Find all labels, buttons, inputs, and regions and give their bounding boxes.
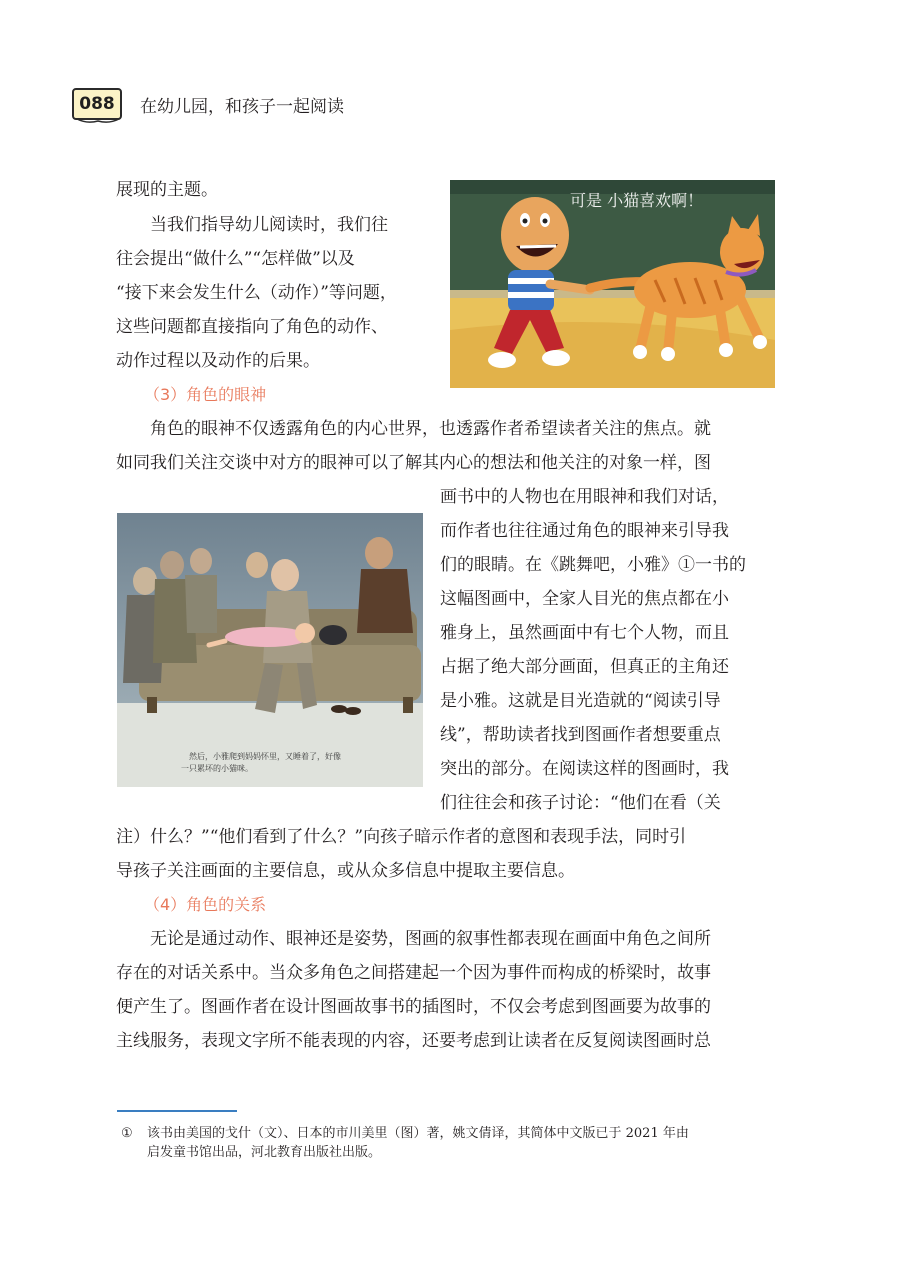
text-line: 画书中的人物也在用眼神和我们对话，	[440, 487, 729, 507]
text-line: 无论是通过动作、眼神还是姿势，图画的叙事性都表现在画面中角色之间所	[150, 929, 711, 949]
family-sofa-picture	[117, 513, 423, 787]
illustration-boy-and-cat	[450, 180, 775, 388]
section-heading-eyes: （3）角色的眼神	[144, 385, 267, 404]
text-line: 线”，帮助读者找到图画作者想要重点	[440, 725, 721, 745]
running-header	[72, 88, 344, 120]
text-line: 占据了绝大部分画面，但真正的主角还	[440, 657, 729, 677]
text-line: “接下来会发生什么（动作）”等问题，	[116, 283, 397, 303]
text-line: 角色的眼神不仅透露角色的内心世界，也透露作者希望读者关注的焦点。就	[150, 419, 711, 439]
open-book-icon	[76, 118, 120, 124]
text-line: 导孩子关注画面的主要信息，或从众多信息中提取主要信息。	[116, 861, 575, 881]
text-line: 注）什么？”“他们看到了什么？”向孩子暗示作者的意图和表现手法，同时引	[116, 827, 687, 847]
text-line: 动作过程以及动作的后果。	[116, 351, 320, 371]
text-line: 如同我们关注交谈中对方的眼神可以了解其内心的想法和他关注的对象一样，图	[116, 453, 711, 473]
text-line: 这些问题都直接指向了角色的动作、	[116, 317, 388, 337]
text-line: 们往往会和孩子讨论：“他们在看（关	[440, 793, 721, 813]
page-number-badge	[72, 88, 122, 120]
text-line: 们的眼睛。在《跳舞吧，小雅》①一书的	[440, 555, 746, 575]
family-caption-line1: 然后，小雅爬到妈妈怀里，又睡着了，好像	[189, 752, 341, 761]
footnote	[121, 1124, 787, 1162]
family-caption-line2: 一只累坏的小猫咪。	[181, 764, 253, 773]
text-line: 当我们指导幼儿阅读时，我们往	[150, 215, 388, 235]
page-number: 088	[79, 94, 115, 114]
text-line: 往会提出“做什么”“怎样做”以及	[116, 249, 355, 269]
boy-and-cat-picture	[450, 180, 775, 388]
text-line: 存在的对话关系中。当众多角色之间搭建起一个因为事件而构成的桥梁时，故事	[116, 963, 711, 983]
footnote-mark: ①	[121, 1126, 133, 1141]
text-line: 这幅图画中，全家人目光的焦点都在小	[440, 589, 729, 609]
book-title: 在幼儿园，和孩子一起阅读	[140, 96, 344, 117]
cat-caption: 可是 小猫喜欢啊！	[570, 191, 704, 210]
text-line: 而作者也往往通过角色的眼神来引导我	[440, 521, 729, 541]
illustration-family-on-sofa	[117, 513, 423, 787]
footnote-divider	[117, 1110, 237, 1112]
section-heading-relations: （4）角色的关系	[144, 895, 267, 914]
text-line: 便产生了。图画作者在设计图画故事书的插图时，不仅会考虑到图画要为故事的	[116, 997, 711, 1017]
text-line: 雅身上，虽然画面中有七个人物，而且	[440, 623, 729, 643]
footnote-line: 启发童书馆出品，河北教育出版社出版。	[147, 1145, 382, 1160]
text-line: 主线服务，表现文字所不能表现的内容，还要考虑到让读者在反复阅读图画时总	[116, 1031, 711, 1051]
text-line: 是小雅。这就是目光造就的“阅读引导	[440, 691, 721, 711]
text-line: 展现的主题。	[116, 180, 218, 200]
text-line: 突出的部分。在阅读这样的图画时，我	[440, 759, 729, 779]
footnote-line: 该书由美国的戈什（文）、日本的市川美里（图）著，姚文倩译，其简体中文版已于 2021 年由	[147, 1126, 689, 1141]
